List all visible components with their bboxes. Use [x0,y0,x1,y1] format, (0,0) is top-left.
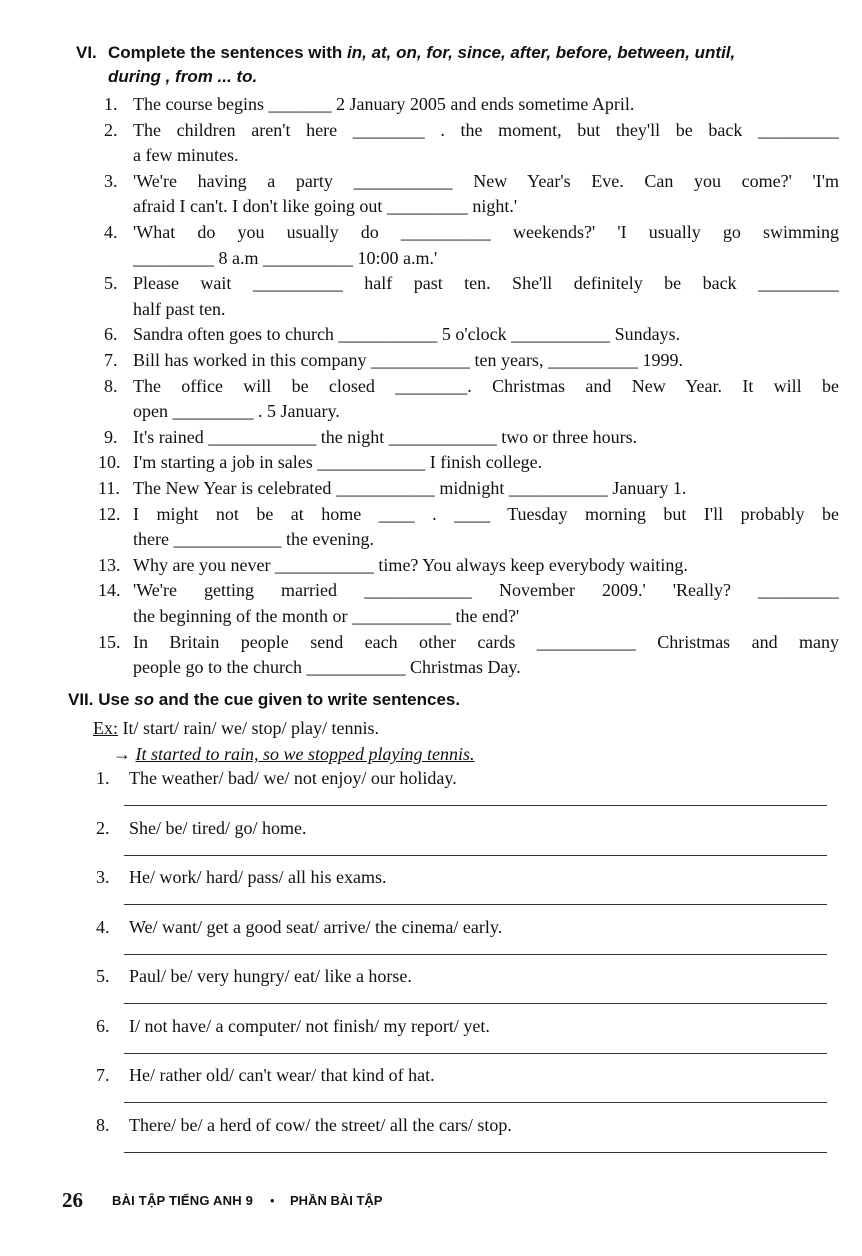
example-answer-line [113,742,475,766]
page-number: 26 [62,1188,83,1212]
exercise-6-number: 5. [104,273,118,294]
exercise-6-line: The children aren't here ________ . the moment, but they'll be back _________ [133,119,839,140]
exercise-6-line: a few minutes. [133,145,239,166]
answer-line[interactable] [124,1102,827,1103]
answer-line[interactable] [124,904,827,905]
section-6-heading [76,41,846,89]
exercise-6-number: 15. [98,631,121,652]
exercise-6-line: there ____________ the evening. [133,529,374,550]
exercise-7-number: 5. [96,966,110,986]
exercise-6-line: _________ 8 a.m __________ 10:00 a.m.' [133,247,438,268]
exercise-6-line: In Britain people send each other cards ___________ Christmas and many [133,631,839,652]
exercise-6-line: 'What do you usually do __________ weekends?' 'I usually go swimming [133,222,839,242]
exercise-6-line: The office will be closed ________. Christmas and New Year. It will be [133,375,839,396]
exercise-7-number: 7. [96,1065,110,1085]
exercise-7-number: 1. [96,768,110,788]
answer-line[interactable] [124,855,827,856]
section-7-number: VII. [68,690,94,709]
book-title: BÀI TẬP TIẾNG ANH 9 [112,1193,254,1208]
exercise-6-number: 7. [104,350,118,370]
section-7-instruction-post: and the cue given to write sentences. [158,690,461,709]
answer-line[interactable] [124,805,827,806]
answer-line[interactable] [124,954,827,955]
exercise-6-line: I might not be at home ____ . ____ Tuesday morning but I'll probably be [133,503,839,524]
exercise-6-number: 1. [104,94,118,114]
exercise-6-line: afraid I can't. I don't like going out _________ night.' [133,196,518,217]
part-title: PHẦN BÀI TẬP [290,1193,383,1208]
exercise-7-cue: The weather/ bad/ we/ not enjoy/ our holiday. [129,768,457,788]
answer-line[interactable] [124,1053,827,1054]
exercise-7-cue: He/ rather old/ can't wear/ that kind of hat. [129,1065,435,1085]
exercise-6-line: Why are you never ___________ time? You always keep everybody waiting. [133,554,688,575]
exercise-7-cue: Paul/ be/ very hungry/ eat/ like a horse. [129,966,412,986]
exercise-6-number: 12. [98,503,121,524]
exercise-6-number: 8. [104,375,118,396]
exercise-6-line: Sandra often goes to church ___________ 5 o'clock ___________ Sundays. [133,324,681,345]
example-cue-line [93,716,379,740]
exercise-6-line: half past ten. [133,298,226,319]
exercise-6-line: 'We're getting married ____________ November 2009.' 'Really? _________ [133,580,839,601]
exercise-7-cue: There/ be/ a herd of cow/ the street/ all the cars/ stop. [129,1114,512,1135]
exercise-6-number: 2. [104,119,118,140]
exercise-6-number: 3. [104,170,118,191]
exercise-6-line: The course begins _______ 2 January 2005 and ends sometime April. [133,94,635,114]
section-6-prepositions-1: in, at, on, for, since, after, before, between, until, [347,43,736,62]
exercise-6-line: Please wait __________ half past ten. She'll definitely be back _________ [133,273,839,294]
exercise-6-number: 4. [104,222,118,242]
footer-separator: • [270,1193,275,1208]
exercise-6-line: people go to the church ___________ Christmas Day. [133,657,521,678]
exercise-6-line: It's rained ____________ the night ____________ two or three hours. [133,426,638,447]
exercise-7-number: 2. [96,817,110,838]
example-cue: It/ start/ rain/ we/ stop/ play/ tennis. [118,718,379,738]
exercise-6-number: 9. [104,426,118,447]
example-arrow-icon: → [113,744,131,764]
exercise-6-line: the beginning of the month or ___________ the end?' [133,606,520,626]
exercise-6-line: The New Year is celebrated ___________ midnight ___________ January 1. [133,478,687,498]
exercise-6-number: 13. [98,554,121,575]
example-label: Ex: [93,718,118,738]
exercise-7-cue: She/ be/ tired/ go/ home. [129,817,307,838]
exercise-7-cue: We/ want/ get a good seat/ arrive/ the cinema/ early. [129,916,503,937]
exercise-7-cue: He/ work/ hard/ pass/ all his exams. [129,867,387,887]
exercise-6-number: 6. [104,324,118,345]
example-answer: It started to rain, so we stopped playing tennis. [135,744,475,764]
exercise-6-number: 10. [98,452,121,473]
exercise-6-line: Bill has worked in this company ___________ ten years, __________ 1999. [133,350,683,370]
section-7-heading [68,688,838,712]
exercise-6-number: 11. [98,478,120,498]
section-7-instruction-pre: Use [98,690,130,709]
exercise-7-number: 6. [96,1015,110,1036]
section-7-instruction-word: so [134,690,155,709]
exercise-7-cue: I/ not have/ a computer/ not finish/ my report/ yet. [129,1015,490,1036]
answer-line[interactable] [124,1003,827,1004]
section-6-number: VI. [76,43,97,62]
exercise-7-number: 4. [96,916,110,937]
exercise-6-line: 'We're having a party ___________ New Year's Eve. Can you come?' 'I'm [133,170,839,191]
section-6-instruction: Complete the sentences with [108,43,343,62]
section-6-prepositions-2: during , from ... to. [108,67,258,86]
exercise-6-number: 14. [98,580,121,601]
answer-line[interactable] [124,1152,827,1153]
exercise-6-line: open _________ . 5 January. [133,401,340,422]
exercise-6-line: I'm starting a job in sales ____________ I finish college. [133,452,543,473]
exercise-7-number: 3. [96,867,110,887]
exercise-7-number: 8. [96,1114,110,1135]
